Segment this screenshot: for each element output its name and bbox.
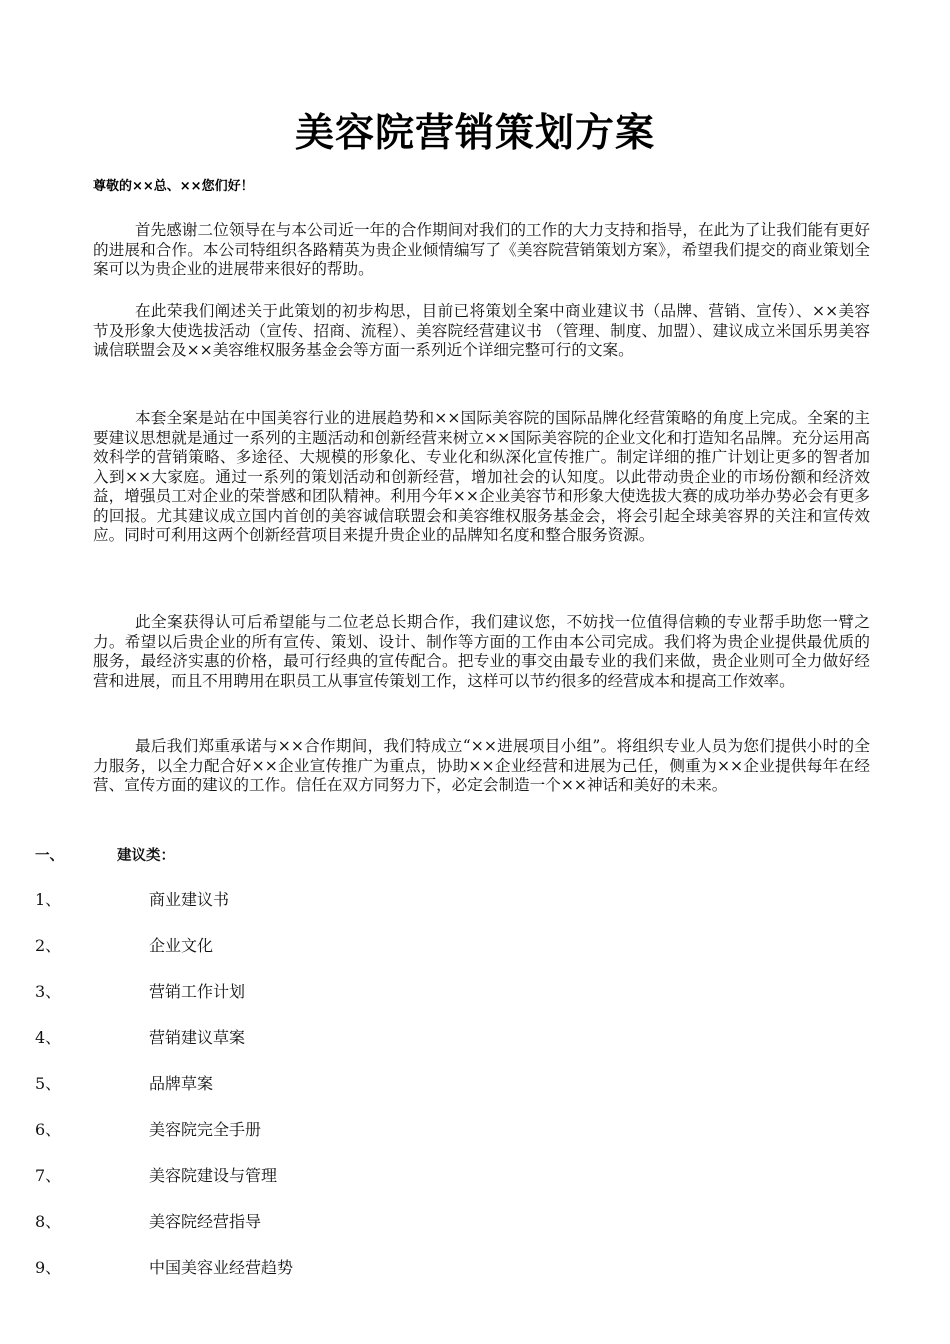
list-item xyxy=(35,1026,635,1072)
greeting-line: 尊敬的××总、××您们好！ xyxy=(93,179,254,194)
list-item-text: 美容院经营指导 xyxy=(149,1212,262,1231)
list-item-index: 8、 xyxy=(35,1212,62,1231)
list-item xyxy=(35,1072,635,1118)
list-item-text: 美容院完全手册 xyxy=(149,1120,262,1139)
document-title: 美容院营销策划方案 xyxy=(294,111,655,156)
list-item-text: 营销工作计划 xyxy=(149,982,246,1001)
list-item xyxy=(35,888,635,934)
list-item xyxy=(35,1256,635,1302)
section-number: 一、 xyxy=(35,848,64,864)
list-item xyxy=(35,1210,635,1256)
list-item xyxy=(35,980,635,1026)
list-item-text: 商业建议书 xyxy=(149,890,230,909)
list-item-index: 1、 xyxy=(35,890,62,909)
list-item xyxy=(35,934,635,980)
paragraph-commitment: 最后我们郑重承诺与××合作期间，我们特成立“××进展项目小组”。将组织专业人员为您们提供小时的全力服务，以全力配合好××企业宣传推广为重点，协助××企业经营和进展为己任，侧重为××企业提供每年在经营、宣传方面的建议的工作。信任在双方同努力下，必定会制造一个××神话和美好的未来。 xyxy=(93,737,870,794)
paragraph-outline: 在此荣我们阐述关于此策划的初步构思，目前已将策划全案中商业建议书（品牌、营销、宣传）、××美容节及形象大使选拔活动（宣传、招商、流程）、美容院经营建议书 （管理、制度、加盟）、建议成立米国乐男美容诚信联盟会及××美容维权服务基金会等方面一系列近个详细完整可行的文案。 xyxy=(93,302,870,359)
paragraph-strategy: 本套全案是站在中国美容行业的进展趋势和××国际美容院的国际品牌化经营策略的角度上完成。全案的主要建议思想就是通过一系列的主题活动和创新经营来树立××国际美容院的企业文化和打造知名品牌。充分运用高效科学的营销策略、多途径、大规模的形象化、专业化和纵深化宣传推广。制定详细的推广计划让更多的智者加入到××大家庭。通过一系列的策划活动和创新经营，增加社会的认知度。以此带动贵企业的市场份额和经济效益，增强员工对企业的荣誉感和团队精神。利用今年××企业美容节和形象大使选拔大赛的成功举办势必会有更多的回报。尤其建议成立国内首创的美容诚信联盟会和美容维权服务基金会，将会引起全球美容界的关注和宣传效应。同时可利用这两个创新经营项目来提升贵企业的品牌知名度和整合服务资源。 xyxy=(93,409,870,544)
list-item-index: 7、 xyxy=(35,1166,62,1185)
list-item-text: 品牌草案 xyxy=(149,1074,214,1093)
proposal-list xyxy=(35,888,635,1302)
paragraph-intro: 首先感谢二位领导在与本公司近一年的合作期间对我们的工作的大力支持和指导，在此为了让我们能有更好的进展和合作。本公司特组织各路精英为贵企业倾情编写了《美容院营销策划方案》，希望我们提交的商业策划全案可以为贵企业的进展带来很好的帮助。 xyxy=(93,221,870,278)
list-item-text: 美容院建设与管理 xyxy=(149,1166,278,1185)
list-item-index: 9、 xyxy=(35,1258,62,1277)
list-item-index: 3、 xyxy=(35,982,62,1001)
list-item-text: 中国美容业经营趋势 xyxy=(149,1258,294,1277)
paragraph-cooperation: 此全案获得认可后希望能与二位老总长期合作，我们建议您，不妨找一位值得信赖的专业帮手助您一臂之力。希望以后贵企业的所有宣传、策划、设计、制作等方面的工作由本公司完成。我们将为贵企业提供最优质的服务，最经济实惠的价格，最可行经典的宣传配合。把专业的事交由最专业的我们来做，贵企业则可全力做好经营和进展，而且不用聘用在职员工从事宣传策划工作，这样可以节约很多的经营成本和提高工作效率。 xyxy=(93,613,870,690)
list-item-text: 营销建议草案 xyxy=(149,1028,246,1047)
list-item xyxy=(35,1164,635,1210)
list-item-index: 4、 xyxy=(35,1028,62,1047)
list-item-index: 2、 xyxy=(35,936,62,955)
list-item-index: 5、 xyxy=(35,1074,62,1093)
list-item-text: 企业文化 xyxy=(149,936,214,955)
list-item-index: 6、 xyxy=(35,1120,62,1139)
list-item xyxy=(35,1118,635,1164)
section-label: 建议类： xyxy=(117,848,175,864)
